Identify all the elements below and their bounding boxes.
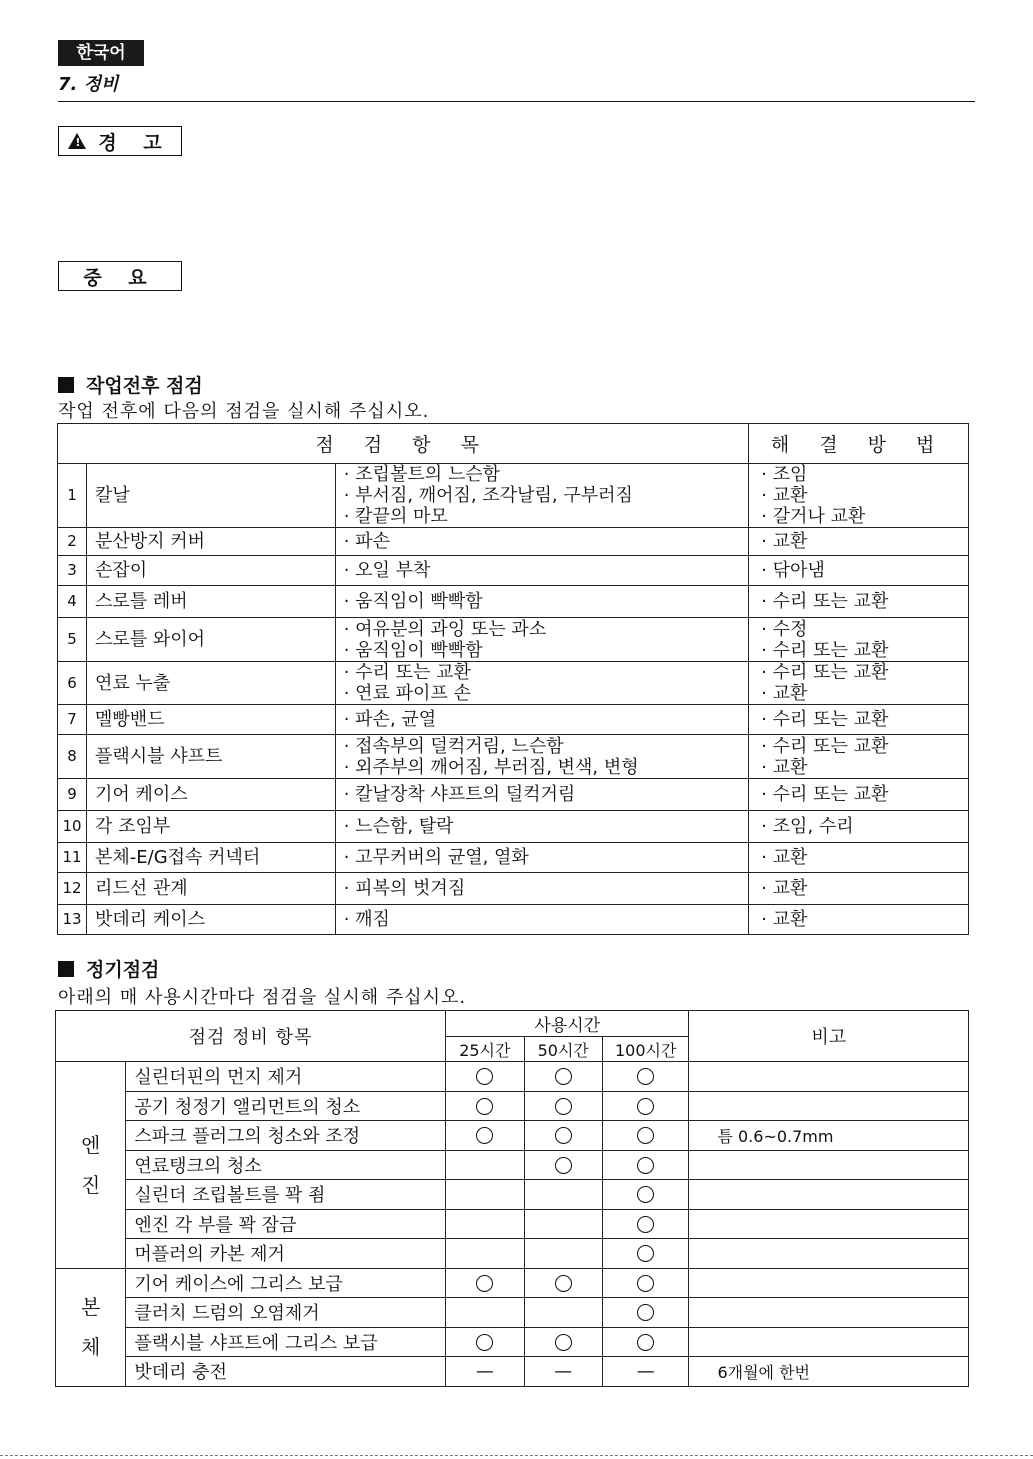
inspection-method: [749, 843, 969, 873]
row-number: 5: [58, 618, 87, 662]
interval-cell: [602, 1209, 688, 1239]
inspection-check: [335, 905, 749, 935]
interval-cell: [524, 1357, 602, 1387]
inspection-check: [335, 705, 749, 735]
inspection-check: [335, 556, 749, 586]
method-line: · 수리 또는 교환: [761, 709, 889, 730]
check-line: · 여유분의 과잉 또는 과소: [343, 618, 547, 640]
maintenance-item: 기어 케이스에 그리스 보급: [126, 1268, 446, 1298]
inspection-part: 손잡이: [86, 556, 335, 586]
circle-mark-icon: [476, 1275, 493, 1292]
interval-cell: [524, 1298, 602, 1328]
check-line: · 파손: [343, 531, 390, 552]
inspection-check: [335, 662, 749, 705]
inspection-part: 멜빵밴드: [86, 705, 335, 735]
method-line: · 닦아냄: [761, 560, 825, 581]
maintenance-note: 틈 0.6~0.7mm: [689, 1121, 969, 1151]
col-hours-header: 사용시간: [446, 1011, 689, 1037]
inspection-method: [749, 873, 969, 905]
inspection-part: 리드선 관계: [86, 873, 335, 905]
maintenance-note: 6개월에 한번: [689, 1357, 969, 1387]
row-number: 11: [58, 843, 87, 873]
interval-cell: [524, 1209, 602, 1239]
inspection-method: [749, 586, 969, 618]
inspection-method: [749, 905, 969, 935]
inspection-part: 스로틀 레버: [86, 586, 335, 618]
method-line: · 교환: [761, 847, 808, 868]
warning-triangle-icon: [68, 133, 86, 149]
maintenance-note: [689, 1239, 969, 1269]
interval-cell: [446, 1298, 524, 1328]
periodic-title: 정기점검: [86, 959, 160, 981]
periodic-row: [56, 1357, 969, 1387]
inspection-check: [335, 843, 749, 873]
inspection-row: [58, 735, 969, 779]
row-number: 13: [58, 905, 87, 935]
inspection-method: [749, 618, 969, 662]
method-line: · 갈거나 교환: [761, 506, 866, 527]
circle-mark-icon: [476, 1098, 493, 1115]
maintenance-note: [689, 1091, 969, 1121]
inspection-row: [58, 662, 969, 705]
interval-cell: [524, 1268, 602, 1298]
inspection-row: [58, 811, 969, 843]
inspection-title: 작업전후 점검: [86, 375, 203, 397]
inspection-method: [749, 464, 969, 528]
circle-mark-icon: [637, 1334, 654, 1351]
inspection-part: 분산방지 커버: [86, 528, 335, 556]
inspection-method: [749, 556, 969, 586]
row-number: 7: [58, 705, 87, 735]
circle-mark-icon: [637, 1157, 654, 1174]
important-label-text: 중 요: [83, 266, 157, 289]
inspection-method: [749, 811, 969, 843]
row-number: 12: [58, 873, 87, 905]
check-line: · 수리 또는 교환: [343, 662, 471, 683]
check-line: · 연료 파이프 손: [343, 683, 471, 704]
check-line: · 피복의 벗겨짐: [343, 878, 466, 899]
interval-cell: [446, 1180, 524, 1210]
method-line: · 조임, 수리: [761, 816, 854, 837]
section-title: 7. 정비: [58, 74, 119, 95]
dash-mark-icon: —: [636, 1360, 655, 1382]
inspection-heading: [58, 371, 203, 398]
circle-mark-icon: [555, 1098, 572, 1115]
inspection-intro: 작업 전후에 다음의 점검을 실시해 주십시오.: [58, 401, 430, 422]
circle-mark-icon: [637, 1098, 654, 1115]
maintenance-item: 플랙시블 샤프트에 그리스 보급: [126, 1327, 446, 1357]
periodic-row: [56, 1268, 969, 1298]
inspection-part: 연료 누출: [86, 662, 335, 705]
page-bottom-divider: [0, 1455, 1033, 1456]
interval-cell: [602, 1121, 688, 1151]
circle-mark-icon: [555, 1157, 572, 1174]
check-line: · 깨짐: [343, 909, 390, 930]
method-line: · 교환: [761, 756, 808, 778]
circle-mark-icon: [476, 1127, 493, 1144]
maintenance-note: [689, 1180, 969, 1210]
check-line: · 움직임이 빡빡함: [343, 591, 483, 612]
interval-cell: [446, 1268, 524, 1298]
maintenance-note: [689, 1268, 969, 1298]
inspection-row: [58, 779, 969, 811]
periodic-heading: [58, 955, 159, 982]
circle-mark-icon: [555, 1275, 572, 1292]
inspection-check: [335, 811, 749, 843]
periodic-row: [56, 1091, 969, 1121]
inspection-check: [335, 779, 749, 811]
maintenance-item: 클러치 드럼의 오염제거: [126, 1298, 446, 1328]
interval-cell: [602, 1239, 688, 1269]
method-line: · 교환: [761, 531, 808, 552]
row-number: 6: [58, 662, 87, 705]
circle-mark-icon: [476, 1068, 493, 1085]
inspection-part: 밧데리 케이스: [86, 905, 335, 935]
inspection-row: [58, 528, 969, 556]
row-number: 4: [58, 586, 87, 618]
method-line: · 수리 또는 교환: [761, 735, 889, 757]
inspection-check: [335, 618, 749, 662]
interval-cell: [602, 1091, 688, 1121]
method-line: · 교환: [761, 878, 808, 899]
check-line: · 고무커버의 균열, 열화: [343, 847, 529, 868]
interval-cell: [524, 1327, 602, 1357]
interval-cell: [446, 1357, 524, 1387]
inspection-row: [58, 556, 969, 586]
circle-mark-icon: [637, 1275, 654, 1292]
row-number: 2: [58, 528, 87, 556]
circle-mark-icon: [637, 1068, 654, 1085]
maintenance-item: 엔진 각 부를 꽉 잠금: [126, 1209, 446, 1239]
inspection-part: 기어 케이스: [86, 779, 335, 811]
periodic-row: [56, 1180, 969, 1210]
check-line: · 부서짐, 깨어짐, 조각날림, 구부러짐: [343, 485, 633, 506]
important-label: [58, 261, 182, 291]
circle-mark-icon: [637, 1304, 654, 1321]
check-line: · 오일 부착: [343, 560, 431, 581]
check-line: · 칼날장착 샤프트의 덜컥거림: [343, 784, 576, 805]
hours-25-header: 25시간: [446, 1037, 524, 1062]
check-line: · 움직임이 빡빡함: [343, 639, 483, 661]
interval-cell: [602, 1268, 688, 1298]
method-line: · 교환: [761, 683, 808, 704]
inspection-row: [58, 705, 969, 735]
dash-mark-icon: —: [475, 1360, 494, 1382]
maintenance-item: 밧데리 충전: [126, 1357, 446, 1387]
inspection-method: [749, 779, 969, 811]
method-line: · 수리 또는 교환: [761, 639, 889, 661]
black-square-icon: [58, 961, 74, 977]
circle-mark-icon: [555, 1127, 572, 1144]
periodic-row: [56, 1327, 969, 1357]
circle-mark-icon: [637, 1245, 654, 1262]
interval-cell: [524, 1062, 602, 1092]
method-line: · 수리 또는 교환: [761, 662, 889, 683]
inspection-row: [58, 873, 969, 905]
circle-mark-icon: [637, 1216, 654, 1233]
warning-label-text: 경 고: [98, 131, 172, 154]
periodic-row: [56, 1062, 969, 1092]
maintenance-item: 스파크 플러그의 청소와 조정: [126, 1121, 446, 1151]
interval-cell: [446, 1091, 524, 1121]
maintenance-note: [689, 1298, 969, 1328]
inspection-part: 스로틀 와이어: [86, 618, 335, 662]
maintenance-item: 연료탱크의 청소: [126, 1150, 446, 1180]
interval-cell: [602, 1062, 688, 1092]
periodic-row: [56, 1209, 969, 1239]
inspection-row: [58, 905, 969, 935]
interval-cell: [524, 1091, 602, 1121]
circle-mark-icon: [476, 1334, 493, 1351]
check-line: · 칼끝의 마모: [343, 506, 448, 527]
periodic-row: [56, 1121, 969, 1151]
inspection-check: [335, 873, 749, 905]
maintenance-item: 실린더핀의 먼지 제거: [126, 1062, 446, 1092]
inspection-row: [58, 843, 969, 873]
circle-mark-icon: [637, 1186, 654, 1203]
inspection-method: [749, 528, 969, 556]
periodic-row: [56, 1150, 969, 1180]
interval-cell: [602, 1327, 688, 1357]
method-line: · 수리 또는 교환: [761, 784, 889, 805]
check-line: · 외주부의 깨어짐, 부러짐, 변색, 변형: [343, 756, 639, 778]
interval-cell: [524, 1180, 602, 1210]
check-line: · 조립볼트의 느슨함: [343, 464, 500, 485]
inspection-check: [335, 528, 749, 556]
row-number: 8: [58, 735, 87, 779]
inspection-check: [335, 464, 749, 528]
inspection-part: 본체-E/G접속 커넥터: [86, 843, 335, 873]
interval-cell: [446, 1209, 524, 1239]
inspection-row: [58, 618, 969, 662]
interval-cell: [602, 1180, 688, 1210]
black-square-icon: [58, 377, 74, 393]
interval-cell: [446, 1150, 524, 1180]
periodic-table: [55, 1010, 969, 1387]
interval-cell: [446, 1327, 524, 1357]
interval-cell: [602, 1150, 688, 1180]
inspection-method: [749, 705, 969, 735]
row-number: 10: [58, 811, 87, 843]
warning-label: [58, 126, 182, 156]
maintenance-note: [689, 1209, 969, 1239]
circle-mark-icon: [555, 1334, 572, 1351]
periodic-row: [56, 1239, 969, 1269]
maintenance-note: [689, 1327, 969, 1357]
header-divider: [58, 101, 975, 102]
col-items-header: 점 검 항 목: [58, 424, 749, 464]
dash-mark-icon: —: [554, 1360, 573, 1382]
method-line: · 교환: [761, 909, 808, 930]
maintenance-note: [689, 1150, 969, 1180]
inspection-table: [57, 423, 969, 935]
check-line: · 파손, 균열: [343, 709, 437, 730]
inspection-part: 플랙시블 샤프트: [86, 735, 335, 779]
inspection-part: 각 조임부: [86, 811, 335, 843]
col-item-header: 점검 정비 항목: [56, 1011, 446, 1062]
col-method-header: 해 결 방 법: [749, 424, 969, 464]
group-label: 엔 진: [56, 1062, 126, 1269]
method-line: · 교환: [761, 485, 808, 506]
inspection-method: [749, 735, 969, 779]
method-line: · 수정: [761, 618, 808, 640]
interval-cell: [602, 1298, 688, 1328]
inspection-check: [335, 735, 749, 779]
interval-cell: [524, 1121, 602, 1151]
group-label: 본 체: [56, 1268, 126, 1386]
interval-cell: [446, 1062, 524, 1092]
inspection-row: [58, 464, 969, 528]
interval-cell: [602, 1357, 688, 1387]
inspection-part: 칼날: [86, 464, 335, 528]
periodic-row: [56, 1298, 969, 1328]
inspection-check: [335, 586, 749, 618]
language-badge: 한국어: [58, 40, 144, 66]
circle-mark-icon: [637, 1127, 654, 1144]
hours-50-header: 50시간: [524, 1037, 602, 1062]
row-number: 9: [58, 779, 87, 811]
maintenance-item: 실린더 조립볼트를 꽉 죔: [126, 1180, 446, 1210]
hours-100-header: 100시간: [602, 1037, 688, 1062]
method-line: · 조임: [761, 464, 808, 485]
maintenance-note: [689, 1062, 969, 1092]
maintenance-item: 머플러의 카본 제거: [126, 1239, 446, 1269]
check-line: · 접속부의 덜컥거림, 느슨함: [343, 735, 564, 757]
maintenance-item: 공기 청정기 앨리먼트의 청소: [126, 1091, 446, 1121]
row-number: 1: [58, 464, 87, 528]
circle-mark-icon: [555, 1068, 572, 1085]
interval-cell: [524, 1239, 602, 1269]
col-note-header: 비고: [689, 1011, 969, 1062]
interval-cell: [446, 1121, 524, 1151]
interval-cell: [446, 1239, 524, 1269]
inspection-row: [58, 586, 969, 618]
interval-cell: [524, 1150, 602, 1180]
periodic-intro: 아래의 매 사용시간마다 점검을 실시해 주십시오.: [58, 987, 467, 1008]
row-number: 3: [58, 556, 87, 586]
inspection-method: [749, 662, 969, 705]
check-line: · 느슨함, 탈락: [343, 816, 454, 837]
method-line: · 수리 또는 교환: [761, 591, 889, 612]
